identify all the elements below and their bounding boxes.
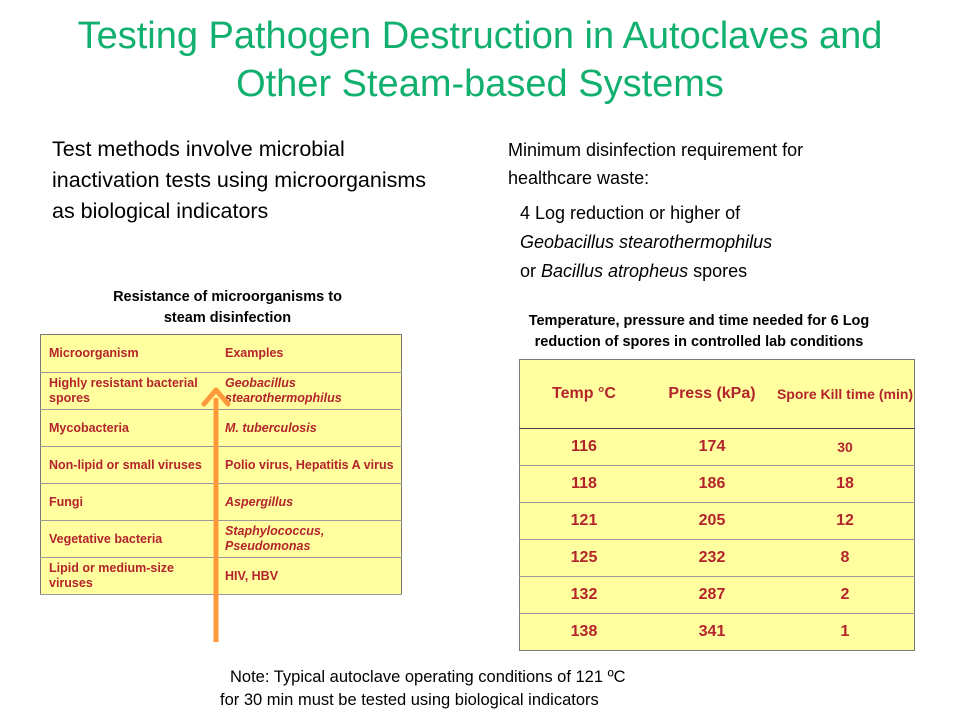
kill-caption-line-1: Temperature, pressure and time needed for 6 Log bbox=[528, 313, 870, 329]
kill-table-caption bbox=[466, 311, 932, 353]
example-cell bbox=[217, 521, 402, 558]
example-text: M. tuberculosis bbox=[225, 420, 317, 435]
organism-cell: Vegetative bacteria bbox=[41, 521, 218, 558]
table-row bbox=[520, 466, 915, 503]
organism-line-3 bbox=[520, 257, 880, 286]
press-cell: 186 bbox=[648, 466, 776, 503]
or-word: or bbox=[520, 261, 542, 281]
example-cell bbox=[217, 410, 402, 447]
header-microorganism: Microorganism bbox=[41, 335, 218, 373]
organism-bacillus: Bacillus atropheus bbox=[541, 261, 689, 281]
example-cell: Polio virus, Hepatitis A virus bbox=[217, 447, 402, 484]
temp-cell: 125 bbox=[520, 540, 649, 577]
example-text: Staphylococcus, Pseudomonas bbox=[225, 524, 325, 553]
note-line-1: Note: Typical autoclave operating conditions of 121 ºC bbox=[230, 668, 626, 686]
spores-word: spores bbox=[688, 261, 748, 281]
table-row bbox=[520, 503, 915, 540]
kill-caption-line-2: reduction of spores in controlled lab conditions bbox=[534, 334, 864, 350]
organism-geobacillus: Geobacillus stearothermophilus bbox=[520, 232, 773, 252]
log-reduction-text bbox=[520, 199, 880, 286]
resistance-arrow-icon bbox=[200, 382, 232, 644]
temp-cell: 138 bbox=[570, 623, 598, 640]
header-kill-time: Spore Kill time (min) bbox=[776, 360, 915, 429]
table-row bbox=[520, 614, 915, 651]
table-row bbox=[520, 429, 915, 466]
autoclave-note bbox=[220, 666, 780, 712]
organism-cell: Mycobacteria bbox=[41, 410, 218, 447]
resistance-caption-line-1: Resistance of microorganisms to bbox=[113, 289, 342, 305]
header-press: Press (kPa) bbox=[648, 360, 776, 429]
header-temp: Temp °C bbox=[520, 360, 649, 429]
press-cell: 341 bbox=[698, 623, 726, 640]
organism-cell: Lipid or medium-size viruses bbox=[41, 558, 218, 595]
temp-cell: 132 bbox=[520, 577, 649, 614]
organism-cell: Non-lipid or small viruses bbox=[41, 447, 218, 484]
table-header-row bbox=[41, 335, 402, 373]
temp-cell: 116 bbox=[520, 429, 649, 466]
example-cell bbox=[217, 373, 402, 410]
table-header-row bbox=[520, 360, 915, 429]
example-text: Geobacillus stearothermophilus bbox=[225, 376, 342, 405]
table-row bbox=[520, 577, 915, 614]
title-line-1: Testing Pathogen Destruction in Autoclaves and bbox=[77, 15, 883, 57]
note-line-2: for 30 min must be tested using biological indicators bbox=[220, 691, 599, 709]
example-cell: HIV, HBV bbox=[217, 558, 402, 595]
header-examples: Examples bbox=[217, 335, 402, 373]
time-cell: 8 bbox=[776, 540, 915, 577]
example-cell bbox=[217, 484, 402, 521]
resistance-table-caption bbox=[40, 287, 415, 329]
title-line-2: Other Steam-based Systems bbox=[236, 63, 724, 105]
temp-cell: 118 bbox=[520, 466, 649, 503]
press-cell: 232 bbox=[648, 540, 776, 577]
time-cell: 1 bbox=[840, 623, 850, 640]
time-cell: 30 bbox=[776, 429, 915, 466]
time-cell: 18 bbox=[776, 466, 915, 503]
time-cell: 12 bbox=[776, 503, 915, 540]
table-row bbox=[520, 540, 915, 577]
slide-title bbox=[0, 12, 960, 108]
organism-cell: Fungi bbox=[41, 484, 218, 521]
press-cell: 205 bbox=[648, 503, 776, 540]
test-methods-text: Test methods involve microbial inactivation tests using microorganisms as biological indicators bbox=[52, 137, 427, 223]
resistance-caption-line-2: steam disinfection bbox=[163, 310, 292, 326]
log-reduction-line: 4 Log reduction or higher of bbox=[520, 203, 741, 223]
temp-cell: 121 bbox=[520, 503, 649, 540]
press-cell: 287 bbox=[648, 577, 776, 614]
organism-cell: Highly resistant bacterial spores bbox=[41, 373, 218, 410]
example-text: Aspergillus bbox=[225, 494, 294, 509]
requirement-text: Minimum disinfection requirement for healthcare waste: bbox=[508, 140, 804, 188]
time-cell: 2 bbox=[776, 577, 915, 614]
press-cell: 174 bbox=[648, 429, 776, 466]
spore-kill-table bbox=[519, 359, 915, 651]
